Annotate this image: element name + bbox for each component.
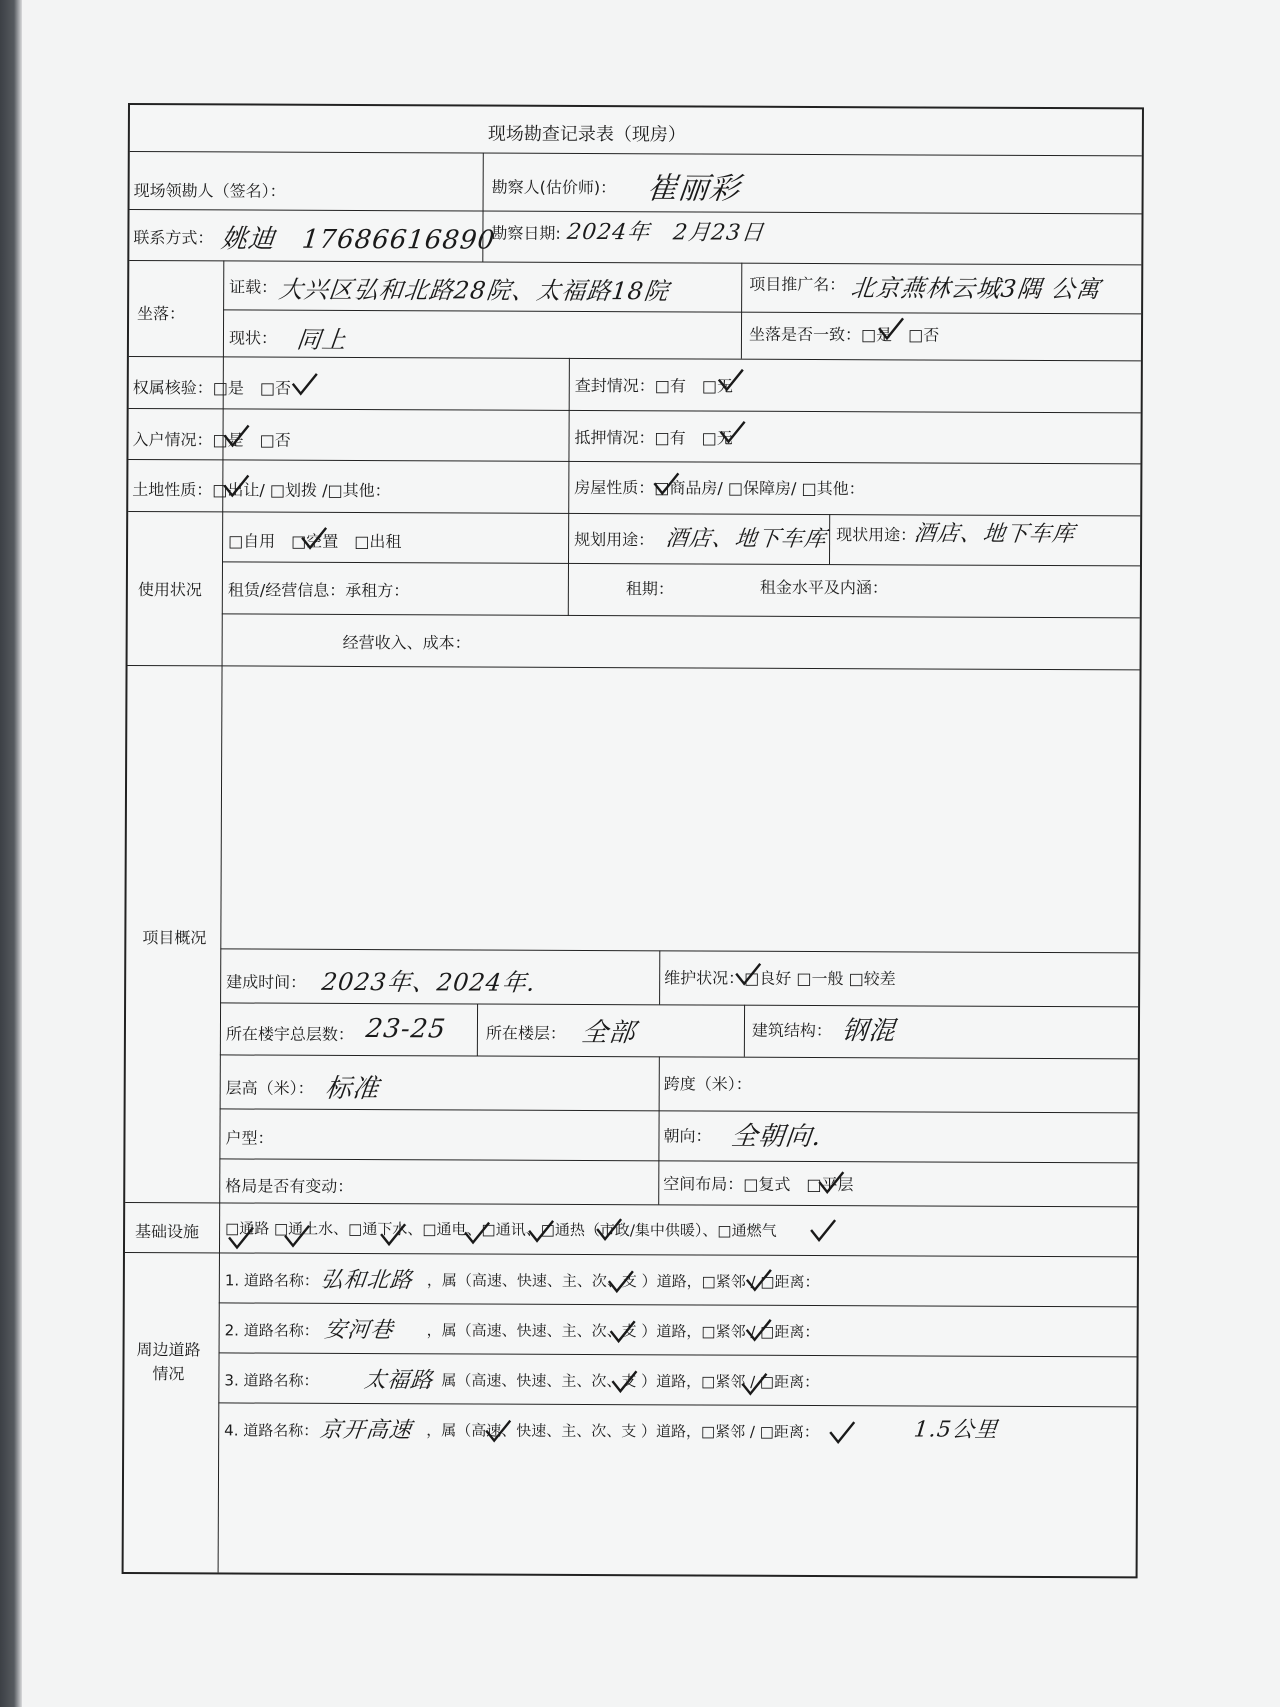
roads-label-2: 情况 bbox=[152, 1364, 185, 1384]
check-mark bbox=[745, 1318, 773, 1344]
overview-label: 项目概况 bbox=[142, 928, 207, 948]
planned-use-label: 规划用途： bbox=[574, 529, 655, 550]
orientation-value: 全朝向. bbox=[729, 1121, 824, 1153]
road-3-name: 太福路 bbox=[362, 1368, 435, 1394]
infra-options: □通路 □通上水、□通下水、□通电、□通讯、□通热（市政/集中供暖）、□通燃气 bbox=[225, 1219, 777, 1240]
floors-total-label: 所在楼宇总层数： bbox=[225, 1024, 354, 1044]
check-mark bbox=[828, 1420, 856, 1446]
check-mark bbox=[463, 1220, 491, 1246]
floors-total-value: 23-25 bbox=[364, 1014, 448, 1045]
current-use-label: 现状用途： bbox=[836, 525, 917, 545]
inspector-label: 勘察人(估价师)： bbox=[491, 177, 617, 198]
check-mark bbox=[809, 1218, 837, 1244]
floor-value: 全部 bbox=[580, 1017, 638, 1049]
check-mark bbox=[291, 372, 319, 398]
floor-label: 所在楼层： bbox=[485, 1023, 567, 1043]
check-mark bbox=[734, 962, 762, 988]
seal-field: 查封情况：□有 □无 bbox=[574, 375, 734, 396]
road-4-label: 4. 道路名称： bbox=[224, 1421, 319, 1440]
check-mark bbox=[300, 526, 328, 552]
mortgage-field: 抵押情况：□有 □无 bbox=[574, 427, 733, 448]
height-label: 层高（米）： bbox=[225, 1078, 314, 1098]
check-mark bbox=[595, 1217, 623, 1243]
orientation-label: 朝向： bbox=[663, 1126, 712, 1146]
structure-label: 建筑结构： bbox=[751, 1020, 833, 1041]
cert-record-label: 证载： bbox=[229, 277, 278, 297]
road-2-name: 安河巷 bbox=[323, 1317, 395, 1344]
project-name-label: 项目推广名： bbox=[749, 274, 846, 295]
road-3-label: 3. 道路名称： bbox=[224, 1371, 319, 1390]
road-2-attrs: ，属（高速、快速、主、次、支 ）道路，□紧邻 / □距离： bbox=[426, 1321, 820, 1342]
form-title: 现场勘查记录表（现房） bbox=[487, 123, 686, 146]
use-status-label: 使用状况 bbox=[137, 580, 202, 600]
layout-change-label: 格局是否有变动： bbox=[225, 1176, 354, 1196]
rent-label: 租金水平及内涵： bbox=[759, 577, 888, 598]
house-field: 房屋性质：□商品房/ □保障房/ □其他： bbox=[574, 477, 865, 499]
height-value: 标准 bbox=[323, 1073, 382, 1105]
check-mark bbox=[484, 1419, 512, 1445]
structure-value: 钢混 bbox=[840, 1016, 898, 1047]
built-time-value: 2023年、2024年. bbox=[320, 967, 538, 997]
contact-label: 联系方式： bbox=[133, 228, 214, 248]
roads-label-1: 周边道路 bbox=[136, 1340, 201, 1360]
revenue-label: 经营收入、成本： bbox=[342, 632, 471, 653]
location-label: 坐落： bbox=[137, 304, 186, 324]
unit-type-label: 户型： bbox=[225, 1128, 274, 1148]
check-mark bbox=[222, 423, 250, 449]
built-time-label: 建成时间： bbox=[226, 972, 307, 992]
land-field: 土地性质：□出让/ □划拨 /□其他： bbox=[132, 480, 391, 501]
ownership-field: 权属核验：□是 □否 bbox=[132, 378, 292, 398]
check-mark bbox=[527, 1219, 555, 1245]
check-mark bbox=[745, 1268, 773, 1294]
span-label: 跨度（米）： bbox=[663, 1074, 752, 1094]
check-mark bbox=[817, 1170, 845, 1196]
infra-label: 基础设施 bbox=[135, 1222, 200, 1242]
check-mark bbox=[717, 368, 745, 394]
cert-record-value: 大兴区弘和北路28院、太福路18院 bbox=[277, 275, 671, 306]
inspector-signature: 崔丽彩 bbox=[645, 171, 743, 207]
current-value: 同上 bbox=[295, 325, 349, 354]
current-use-value: 酒店、地下车库 bbox=[912, 521, 1077, 548]
lease-term-label: 租期： bbox=[625, 579, 674, 599]
road-3-attrs: ，属（高速、快速、主、次、支 ）道路，□紧邻 / □距离： bbox=[426, 1371, 820, 1392]
lead-inspector-label: 现场领勘人（签名）： bbox=[133, 181, 286, 201]
road-4-name: 京开高速 bbox=[318, 1417, 414, 1444]
road-2-label: 2. 道路名称： bbox=[224, 1321, 319, 1340]
road-1-label: 1. 道路名称： bbox=[224, 1271, 319, 1290]
project-name-value: 北京燕林云城3隅 公寓 bbox=[849, 274, 1103, 304]
road-4-distance: 1.5公里 bbox=[912, 1417, 1000, 1443]
planned-use-value: 酒店、地下车库 bbox=[664, 526, 829, 553]
inspect-date-label: 勘察日期: bbox=[491, 223, 561, 243]
inspect-date-value: 2024年 2月23日 bbox=[565, 219, 766, 246]
check-mark bbox=[283, 1224, 311, 1250]
check-mark bbox=[877, 316, 905, 342]
road-4-attrs: ，属（高速、快速、主、次、支 ）道路，□紧邻 / □距离： bbox=[426, 1421, 819, 1442]
check-mark bbox=[740, 1372, 768, 1398]
space-layout-field: 空间布局：□复式 □平层 bbox=[663, 1174, 854, 1195]
use-options: □自用 □空置 □出租 bbox=[228, 531, 402, 552]
check-mark bbox=[222, 473, 250, 499]
check-mark bbox=[652, 471, 680, 497]
check-mark bbox=[379, 1222, 407, 1248]
check-mark bbox=[609, 1319, 637, 1345]
check-mark bbox=[607, 1269, 635, 1295]
location-consistent-field: 坐落是否一致：□是 □否 bbox=[748, 324, 940, 345]
entry-field: 入户情况：□是 □否 bbox=[132, 430, 291, 450]
contact-value: 姚迪 17686616890 bbox=[219, 224, 497, 256]
check-mark bbox=[610, 1369, 638, 1395]
survey-form bbox=[122, 103, 1144, 1578]
road-1-attrs: ，属（高速、快速、主、次、支 ）道路，□紧邻 / □距离： bbox=[426, 1271, 820, 1292]
maintenance-field: 维护状况：□良好 □一般 □较差 bbox=[664, 968, 896, 989]
check-mark bbox=[719, 420, 747, 446]
check-mark bbox=[227, 1225, 255, 1251]
current-label: 现状： bbox=[228, 328, 278, 348]
lease-label: 租赁/经营信息：承租方： bbox=[227, 580, 410, 601]
road-1-name: 弘和北路 bbox=[319, 1267, 415, 1294]
